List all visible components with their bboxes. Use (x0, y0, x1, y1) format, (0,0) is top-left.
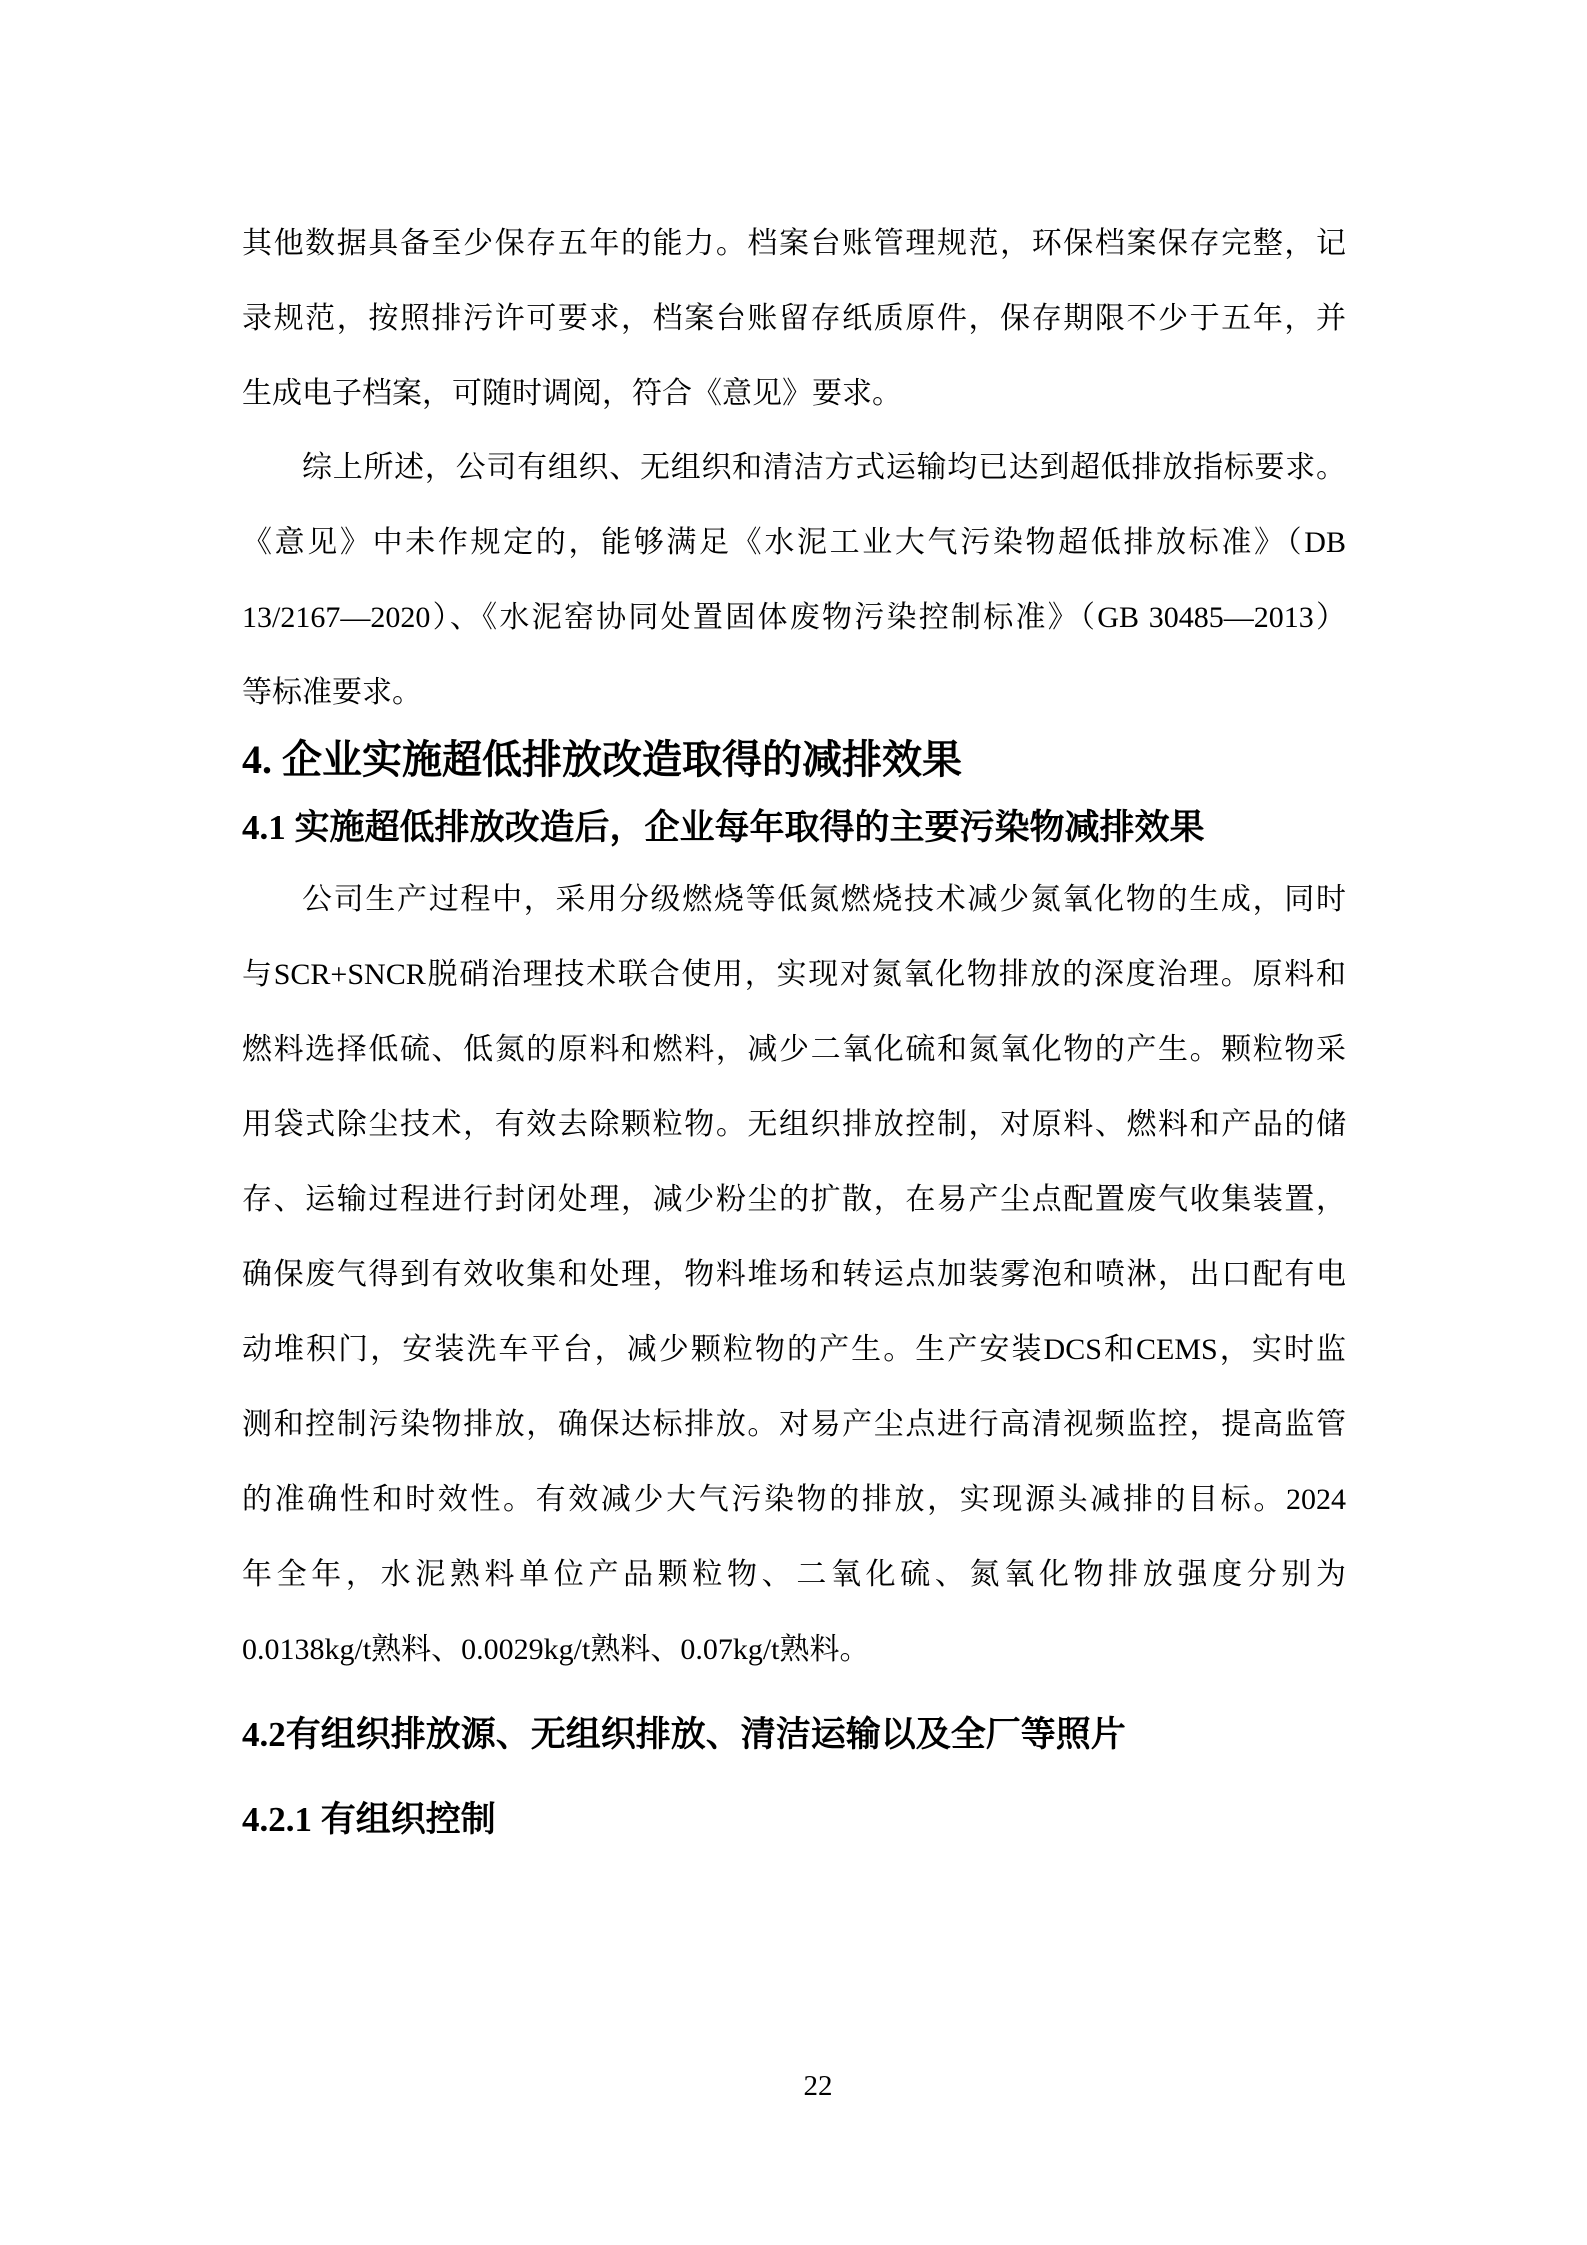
paragraph-line: 0.0138kg/t熟料、0.0029kg/t熟料、0.07kg/t熟料。 (242, 1633, 870, 1666)
paragraph-line: 存、运输过程进行封闭处理，减少粉尘的扩散，在易产尘点配置废气收集装置， (242, 1183, 1346, 1216)
paragraph-line: 其他数据具备至少保存五年的能力。档案台账管理规范，环保档案保存完整，记 (242, 227, 1346, 260)
paragraph-line: 测和控制污染物排放，确保达标排放。对易产尘点进行高清视频监控，提高监管 (242, 1408, 1346, 1441)
paragraph-line: 综上所述，公司有组织、无组织和清洁方式运输均已达到超低排放指标要求。 (302, 451, 1346, 484)
paragraph-line: 生成电子档案，可随时调阅，符合《意见》要求。 (242, 377, 902, 410)
paragraph-line: 录规范，按照排污许可要求，档案台账留存纸质原件，保存期限不少于五年，并 (242, 302, 1346, 335)
paragraph-line: 燃料选择低硫、低氮的原料和燃料，减少二氧化硫和氮氧化物的产生。颗粒物采 (242, 1033, 1346, 1066)
section-heading-4-2: 4.2有组织排放源、无组织排放、清洁运输以及全厂等照片 (242, 1715, 1126, 1754)
paragraph-archive-management (242, 206, 1346, 431)
paragraph-line: 的准确性和时效性。有效减少大气污染物的排放，实现源头减排的目标。2024 (242, 1483, 1346, 1516)
paragraph-line: 等标准要求。 (242, 676, 422, 709)
paragraph-line: 与SCR+SNCR脱硝治理技术联合使用，实现对氮氧化物排放的深度治理。原料和 (242, 958, 1346, 991)
page-number: 22 (803, 2070, 833, 2102)
section-heading-4-1: 4.1 实施超低排放改造后，企业每年取得的主要污染物减排效果 (242, 808, 1205, 847)
paragraph-line: 年全年，水泥熟料单位产品颗粒物、二氧化硫、氮氧化物排放强度分别为 (242, 1558, 1346, 1591)
paragraph-line: 公司生产过程中，采用分级燃烧等低氮燃烧技术减少氮氧化物的生成，同时 (302, 883, 1346, 916)
paragraph-line: 13/2167—2020）、《水泥窑协同处置固体废物污染控制标准》（GB 30485—2013） (242, 601, 1346, 634)
paragraph-emission-measures (242, 862, 1346, 1687)
paragraph-line: 《意见》中未作规定的，能够满足《水泥工业大气污染物超低排放标准》（DB (242, 526, 1346, 559)
paragraph-line: 用袋式除尘技术，有效去除颗粒物。无组织排放控制，对原料、燃料和产品的储 (242, 1108, 1346, 1141)
section-heading-4: 4. 企业实施超低排放改造取得的减排效果 (242, 737, 962, 782)
paragraph-line: 动堆积门，安装洗车平台，减少颗粒物的产生。生产安装DCS和CEMS，实时监 (242, 1333, 1346, 1366)
paragraph-line: 确保废气得到有效收集和处理，物料堆场和转运点加装雾泡和喷淋，出口配有电 (242, 1258, 1346, 1291)
paragraph-summary (242, 430, 1346, 730)
section-heading-4-2-1: 4.2.1 有组织控制 (242, 1800, 496, 1839)
